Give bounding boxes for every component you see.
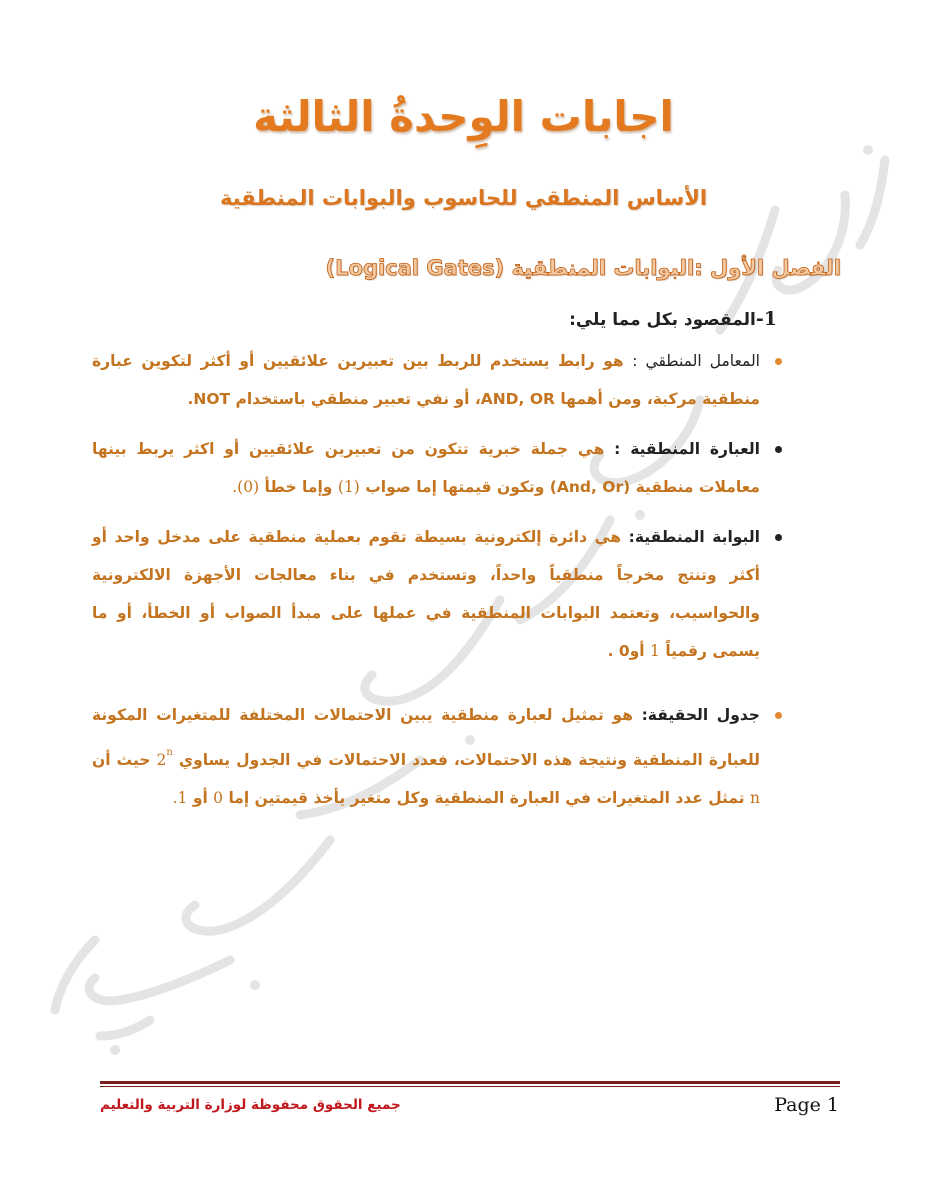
list-item (92, 342, 782, 418)
bullet-icon (775, 712, 782, 719)
list-item (92, 696, 782, 817)
item-term: العبارة المنطقية : (614, 440, 760, 458)
value-one: 1 (650, 642, 660, 660)
power-base: 2 (156, 751, 167, 769)
value-false: (0). (232, 478, 260, 496)
unit-subtitle: الأساس المنطقي للحاسوب والبوابات المنطقية (219, 186, 708, 210)
item-definition: هو تمثيل لعبارة منطقية يبين الاحتمالات المختلفة للمتغيرات المكونة للعبارة المنطقية ونتيجة هذه الاحتمالات، فعدد الاحتمالات في الجدول يساوي (92, 706, 760, 769)
variable-n: n (750, 789, 760, 807)
bullet-icon (775, 534, 782, 541)
list-item (92, 430, 782, 506)
bullet-icon (775, 358, 782, 365)
copyright-notice: جميع الحقوق محفوظة لوزارة التربية والتعليم (100, 1097, 401, 1113)
value-zero: 0 (213, 789, 224, 807)
question-text: المقصود بكل مما يلي: (569, 310, 756, 330)
definitions-list (92, 342, 782, 829)
item-definition: هي دائرة إلكترونية بسيطة تقوم بعملية منطقية على مدخل واحد أو أكثر وتنتج مخرجاً منطقياً واحداً، وتستخدم في بناء معالجات الأجهزة الالكترونية والحواسيب، وتعتمد البوابات المنطقية في عملها على مبدأ الصواب أو الخطأ، أو ما يسمى رقمياً (92, 528, 760, 660)
item-term: جدول الحقيقة: (641, 706, 760, 724)
question-heading (97, 308, 777, 330)
item-definition-cont: وإما خطأ (264, 478, 333, 496)
item-definition-cont: حيث أن (92, 751, 151, 769)
item-term: البوابة المنطقية: (628, 528, 760, 546)
question-number: 1- (755, 308, 777, 330)
item-definition-cont: أو0 . (607, 642, 645, 660)
item-definition-cont: تمثل عدد المتغيرات في العبارة المنطقية وكل متغير يأخذ قيمتين إما (228, 789, 745, 807)
chapter-heading: الفصل الأول :البوابات المنطقية (Logical Gates) (325, 256, 841, 280)
value-true: (1) (337, 478, 360, 496)
item-term: المعامل المنطقي : (632, 352, 760, 370)
value-one: 1. (172, 789, 188, 807)
bullet-icon (775, 446, 782, 453)
item-definition-cont: أو (192, 789, 208, 807)
item-definition: هي جملة خبرية تتكون من تعبيرين علائقيين أو اكثر يربط بينها معاملات منطقية (And, Or) وتكون قيمتها إما صواب (92, 440, 760, 496)
footer-rule (100, 1081, 840, 1084)
list-item (92, 518, 782, 670)
footer-rule-thin (100, 1086, 840, 1087)
page-title: اجابات الوِحدةُ الثالثة (253, 92, 674, 141)
power-exponent: n (166, 747, 173, 758)
item-definition: هو رابط يستخدم للربط بين تعبيرين علائقيين أو أكثر لتكوين عبارة منطقية مركبة، ومن أهمها AND, OR، أو نفي تعبير منطقي باستخدام NOT. (92, 352, 760, 408)
page-number: Page 1 (774, 1094, 839, 1116)
